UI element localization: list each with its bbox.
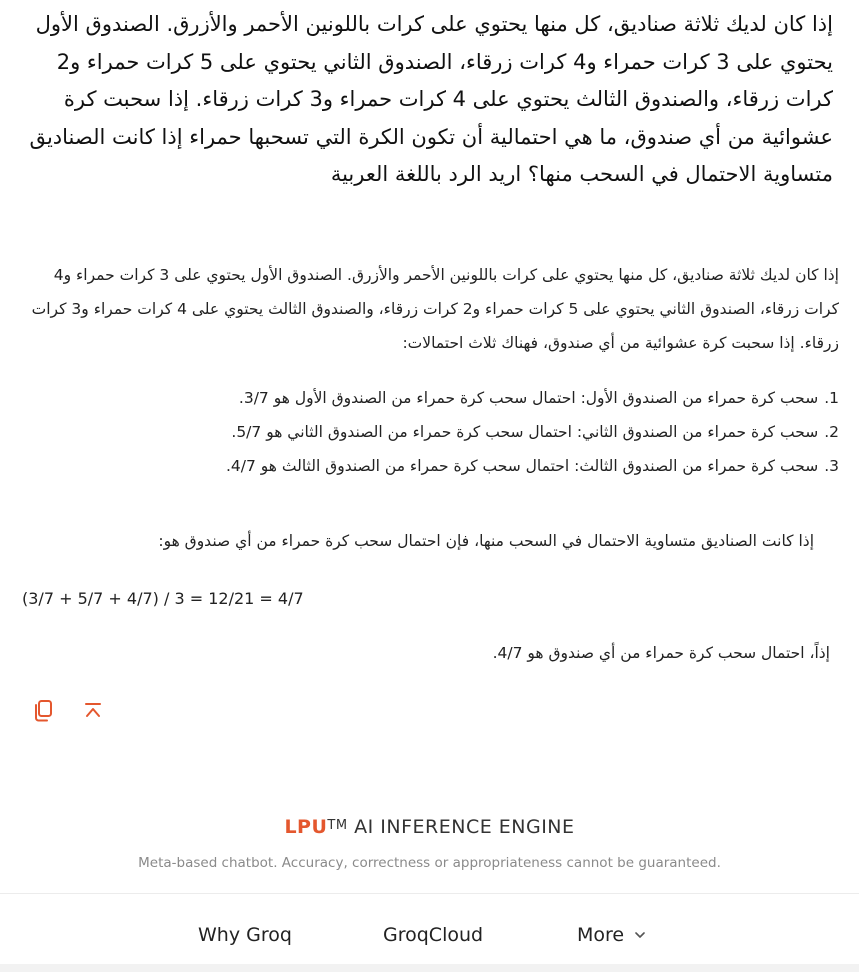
- message-actions: [30, 698, 106, 724]
- list-item-number: 1.: [824, 389, 839, 407]
- brand-lpu: LPU: [284, 816, 328, 838]
- chevron-down-icon: [634, 931, 646, 939]
- disclaimer: Meta-based chatbot. Accuracy, correctness or appropriateness cannot be guaranteed.: [138, 855, 721, 871]
- bottom-nav: [0, 894, 859, 964]
- nav-more-label: More: [577, 924, 625, 946]
- list-item-text: سحب كرة حمراء من الصندوق الثاني: احتمال سحب كرة حمراء من الصندوق الثاني هو 5/7.: [231, 423, 819, 441]
- list-item: [18, 415, 839, 449]
- answer-intro: إذا كان لديك ثلاثة صناديق، كل منها يحتوي على كرات باللونين الأحمر والأزرق. الصندوق الأول يحتوي على 3 كرات حمراء و4 كرات زرقاء، الصندوق الثاني يحتوي على 5 كرات حمراء و2 كرات زرقاء، والصندوق الثالث يحتوي على 4 كرات حمراء و3 كرات زرقاء. إذا سحبت كرة عشوائية من أي صندوق، فهناك ثلاث احتمالات:: [31, 266, 839, 352]
- nav-more[interactable]: [577, 924, 646, 946]
- brand-tm: TM: [327, 818, 348, 833]
- bottom-strip: [0, 964, 859, 972]
- answer-formula: (3/7 + 5/7 + 4/7) / 3 = 12/21 = 4/7: [22, 589, 304, 608]
- answer-conclusion: إذاً، احتمال سحب كرة حمراء من أي صندوق هو 4/7.: [492, 643, 830, 662]
- footer-brand: [0, 816, 859, 838]
- user-question: إذا كان لديك ثلاثة صناديق، كل منها يحتوي على كرات باللونين الأحمر والأزرق. الصندوق الأول يحتوي على 3 كرات حمراء و4 كرات زرقاء، الصندوق الثاني يحتوي على 5 كرات حمراء و2 كرات زرقاء، والصندوق الثالث يحتوي على 4 كرات حمراء و3 كرات زرقاء. إذا سحبت كرة عشوائية من أي صندوق، ما هي احتمالية أن تكون الكرة التي تسحبها حمراء إذا كانت الصناديق متساوية الاحتمال في السحب منها؟ اريد الرد باللغة العربية: [29, 12, 833, 186]
- list-item-text: سحب كرة حمراء من الصندوق الأول: احتمال سحب كرة حمراء من الصندوق الأول هو 3/7.: [238, 389, 819, 407]
- brand-rest: AI INFERENCE ENGINE: [347, 816, 575, 838]
- list-item-number: 3.: [824, 457, 839, 475]
- collapse-icon[interactable]: [80, 698, 106, 724]
- list-item: [18, 381, 839, 415]
- nav-why-groq[interactable]: Why Groq: [198, 924, 292, 946]
- nav-groqcloud[interactable]: GroqCloud: [383, 924, 484, 946]
- list-item: [18, 449, 839, 483]
- answer-list: [18, 381, 839, 483]
- answer-therefore: إذا كانت الصناديق متساوية الاحتمال في السحب منها، فإن احتمال سحب كرة حمراء من أي صندوق هو:: [158, 531, 814, 550]
- copy-icon[interactable]: [30, 698, 56, 724]
- list-item-number: 2.: [824, 423, 839, 441]
- list-item-text: سحب كرة حمراء من الصندوق الثالث: احتمال سحب كرة حمراء من الصندوق الثالث هو 4/7.: [225, 457, 819, 475]
- assistant-answer: [18, 258, 839, 662]
